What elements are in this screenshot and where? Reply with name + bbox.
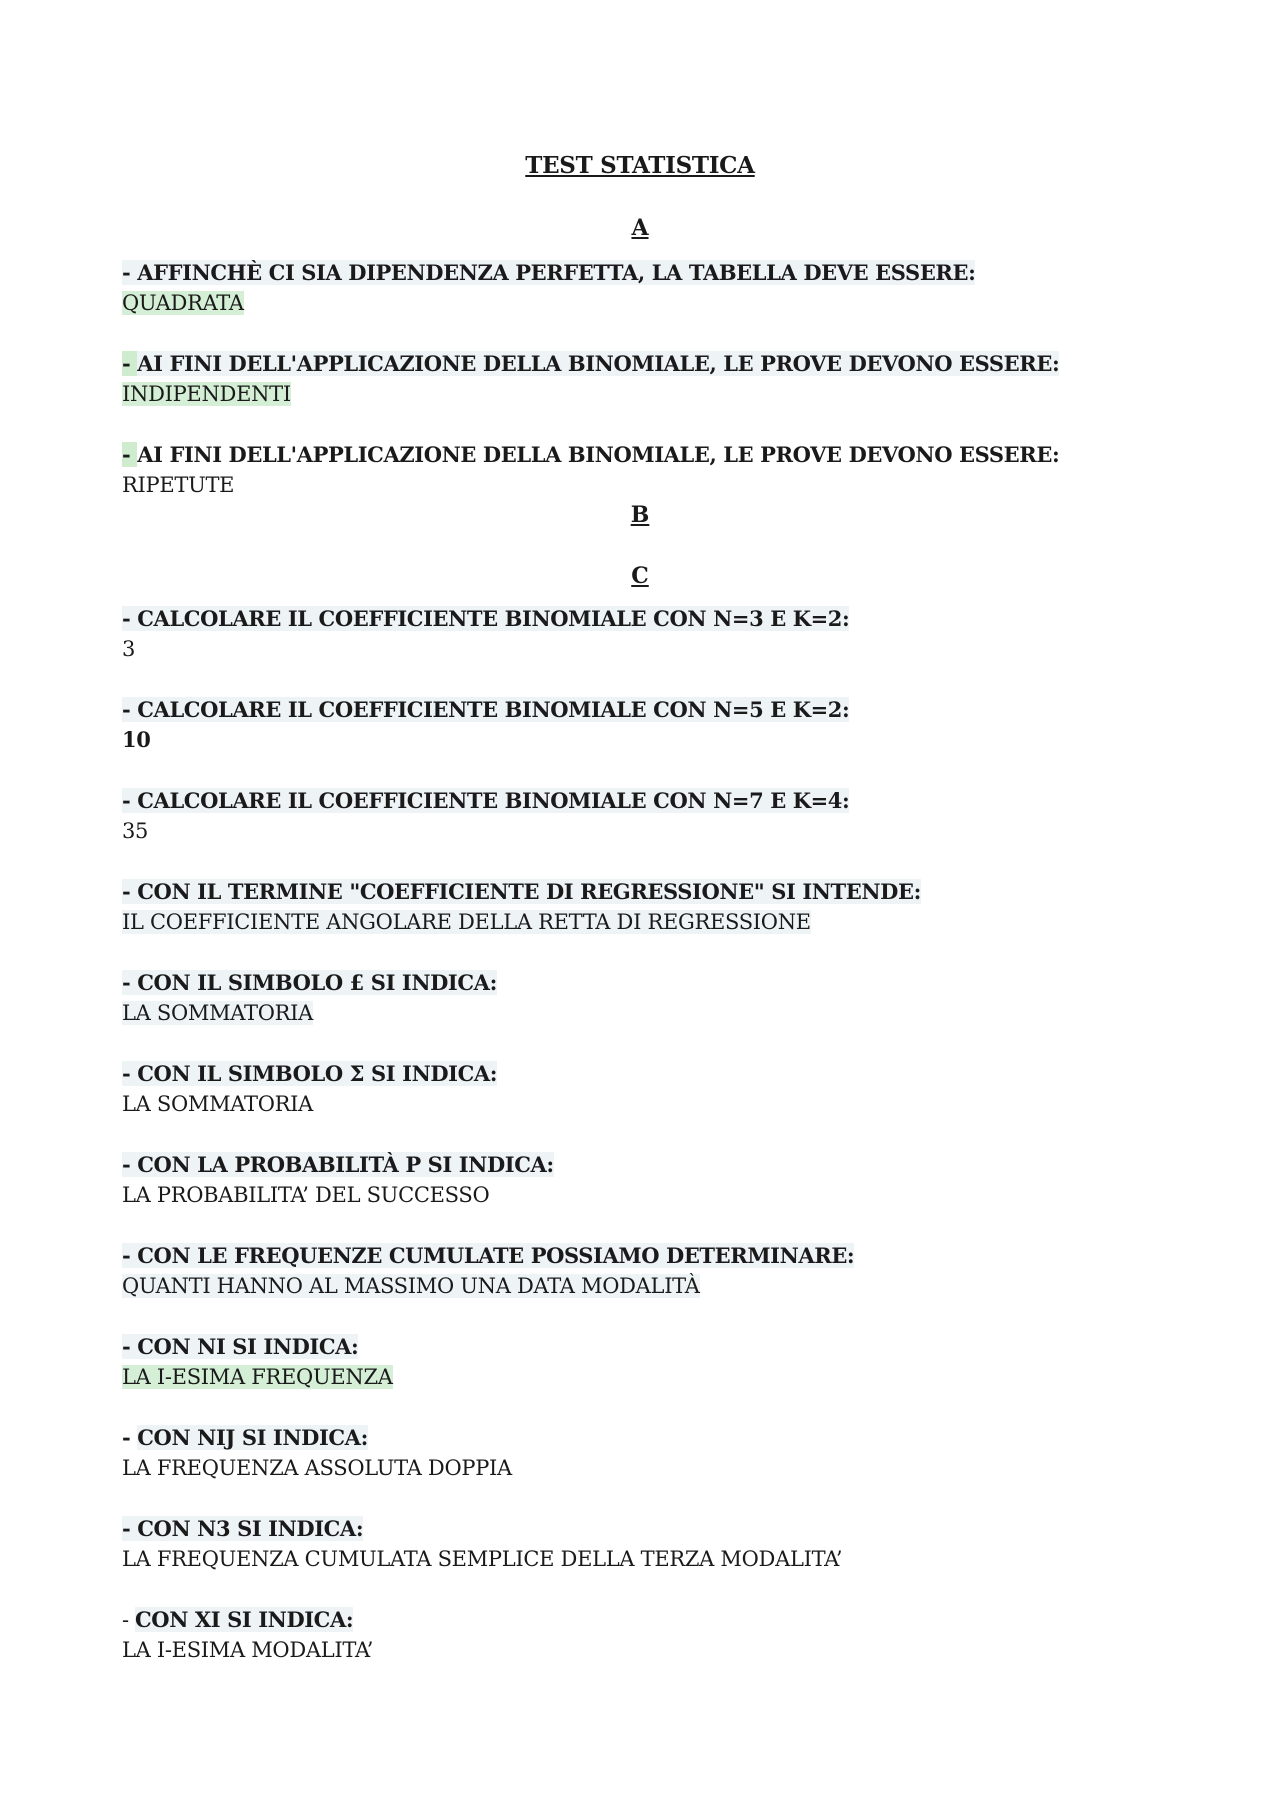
question [122,695,1122,725]
answer-text: IL COEFFICIENTE ANGOLARE DELLA RETTA DI REGRESSIONE [122,910,811,934]
answer-text: QUADRATA [122,291,244,315]
question-dash: - [122,606,138,631]
answer-text: LA I-ESIMA MODALITA’ [122,1638,374,1662]
question-text: CON N3 SI INDICA: [137,1516,364,1541]
answer-text: QUANTI HANNO AL MASSIMO UNA DATA MODALITÀ [122,1274,700,1298]
question [122,604,1122,634]
answer-text: LA SOMMATORIA [122,1092,314,1116]
question-text: CALCOLARE IL COEFFICIENTE BINOMIALE CON N=3 E K=2: [137,606,850,631]
answer [122,1635,1122,1665]
question-dash: - [122,1334,138,1359]
answer-text: LA I-ESIMA FREQUENZA [122,1365,393,1389]
question [122,1059,1122,1089]
question-dash: - [122,1243,138,1268]
answer-text: LA FREQUENZA CUMULATA SEMPLICE DELLA TERZA MODALITA’ [122,1547,843,1571]
question [122,258,1122,288]
answer-text: LA SOMMATORIA [122,1001,314,1025]
question [122,877,1122,907]
answer [122,1362,1122,1392]
answer [122,470,1122,500]
answer [122,634,1122,664]
question-dash: - [122,879,138,904]
question [122,1332,1122,1362]
question [122,786,1122,816]
answer-text: 35 [122,819,149,843]
qa-item [122,1514,1122,1574]
qa-item [122,695,1122,755]
question [122,349,1122,379]
question-text: CON NIJ SI INDICA: [137,1425,368,1450]
question-text: AFFINCHÈ CI SIA DIPENDENZA PERFETTA, LA TABELLA DEVE ESSERE: [137,260,976,285]
answer-text: 10 [122,727,151,752]
answer [122,998,1122,1028]
answer [122,379,1122,409]
question-text: AI FINI DELL'APPLICAZIONE DELLA BINOMIALE, LE PROVE DEVONO ESSERE: [137,442,1060,467]
question-dash: - [122,260,138,285]
answer [122,816,1122,846]
question [122,1423,1122,1453]
question [122,1150,1122,1180]
question-dash: - [122,970,138,995]
question [122,1605,1122,1635]
question [122,1241,1122,1271]
question-dash: - [122,788,138,813]
answer [122,1271,1122,1301]
answer-text: 3 [122,637,136,661]
answer [122,1544,1122,1574]
question-text: CALCOLARE IL COEFFICIENTE BINOMIALE CON N=5 E K=2: [137,697,850,722]
page-title: TEST STATISTICA [525,152,755,179]
question-text: CON NI SI INDICA: [137,1334,359,1359]
question-text: CON LE FREQUENZE CUMULATE POSSIAMO DETERMINARE: [137,1243,855,1268]
question-dash: - [122,442,138,467]
qa-item [122,1241,1122,1301]
answer [122,907,1122,937]
answer [122,288,1122,318]
answer [122,1453,1122,1483]
question-text: CON IL SIMBOLO Σ SI INDICA: [137,1061,498,1086]
answer-text: LA PROBABILITA’ DEL SUCCESSO [122,1183,490,1207]
section-heading-b: B [630,502,650,528]
question-dash: - [122,697,138,722]
answer-text: LA FREQUENZA ASSOLUTA DOPPIA [122,1456,512,1480]
question-text: CALCOLARE IL COEFFICIENTE BINOMIALE CON N=7 E K=4: [137,788,850,813]
section-heading-a: A [631,215,649,241]
qa-item [122,1332,1122,1392]
question-dash: - [122,1425,138,1450]
question-text: CON LA PROBABILITÀ P SI INDICA: [137,1152,554,1177]
answer-text: RIPETUTE [122,473,235,497]
qa-item [122,258,1122,318]
qa-item [122,1605,1122,1665]
question-dash: - [122,1608,135,1632]
qa-item [122,877,1122,937]
answer [122,725,1122,755]
question-text: CON XI SI INDICA: [134,1607,354,1632]
question-dash: - [122,1152,138,1177]
qa-item [122,1150,1122,1210]
answer [122,1089,1122,1119]
question [122,1514,1122,1544]
question-text: CON IL SIMBOLO £ SI INDICA: [137,970,497,995]
qa-item [122,968,1122,1028]
question [122,440,1122,470]
question-dash: - [122,1516,138,1541]
qa-item [122,604,1122,664]
qa-item [122,1059,1122,1119]
section-heading-c: C [631,563,649,589]
qa-item [122,440,1122,500]
question-text: AI FINI DELL'APPLICAZIONE DELLA BINOMIALE, LE PROVE DEVONO ESSERE: [137,351,1060,376]
qa-item [122,786,1122,846]
qa-item [122,349,1122,409]
answer-text: INDIPENDENTI [122,382,291,406]
question [122,968,1122,998]
question-text: CON IL TERMINE "COEFFICIENTE DI REGRESSIONE" SI INTENDE: [137,879,921,904]
question-dash: - [122,351,138,376]
qa-item [122,1423,1122,1483]
question-dash: - [122,1061,138,1086]
answer [122,1180,1122,1210]
